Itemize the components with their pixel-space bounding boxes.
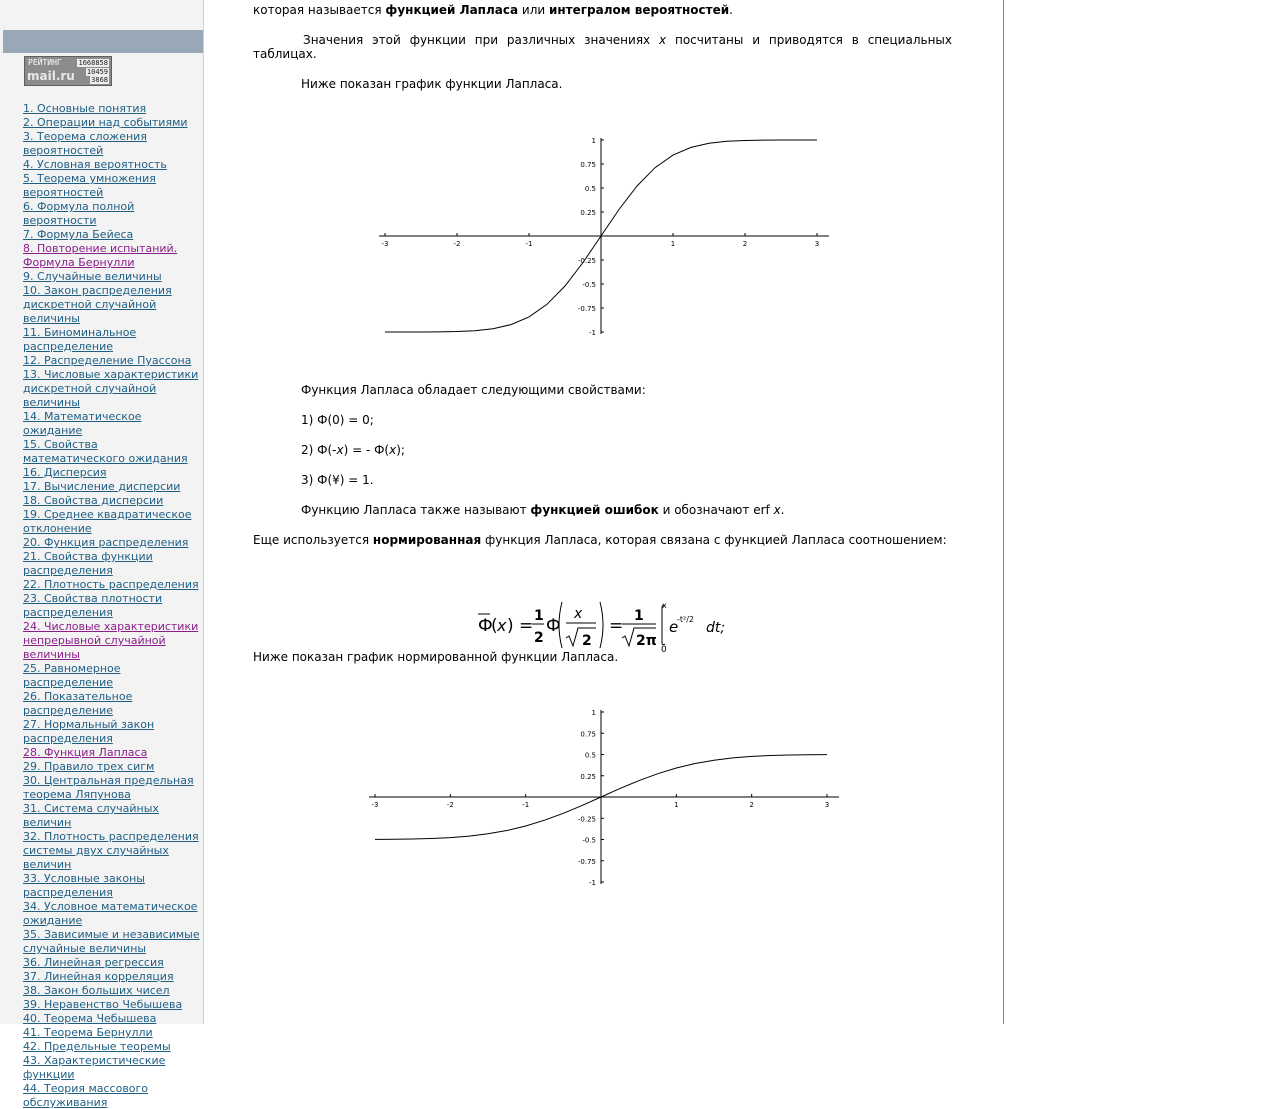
x-tick-label: 1	[670, 240, 676, 248]
properties-title: Функция Лапласа обладает следующими свойствами:	[301, 383, 646, 397]
nav-item	[23, 465, 203, 479]
nav-link[interactable]: 3. Теорема сложения вероятностей	[23, 130, 147, 157]
nav-link[interactable]: 22. Плотность распределения	[23, 578, 199, 591]
x-tick-label: 2	[749, 801, 754, 809]
nav-link[interactable]: 33. Условные законы распределения	[23, 872, 145, 899]
nav-link[interactable]: 11. Биноминальное распределение	[23, 326, 137, 353]
graph1-caption: Ниже показан график функции Лапласа.	[301, 77, 563, 91]
nav-link[interactable]: 16. Дисперсия	[23, 466, 107, 479]
counter-value-1: 1668858	[78, 59, 108, 67]
nav-item	[23, 759, 203, 773]
nav-item	[23, 437, 203, 465]
nav-link[interactable]: 4. Условная вероятность	[23, 158, 167, 171]
nav-link[interactable]: 9. Случайные величины	[23, 270, 162, 283]
nav-item	[23, 661, 203, 689]
nav-link[interactable]: 37. Линейная корреляция	[23, 970, 174, 983]
nav-link[interactable]: 19. Среднее квадратическое отклонение	[23, 508, 192, 535]
nav-link[interactable]: 29. Правило трех сигм	[23, 760, 155, 773]
nav-item	[23, 1039, 203, 1053]
property-3: 3) Ф(¥) = 1.	[301, 473, 374, 487]
nav-item	[23, 591, 203, 619]
svg-text:2π: 2π	[636, 633, 657, 649]
nav-link[interactable]: 21. Свойства функции распределения	[23, 550, 153, 577]
normalized-laplace-chart	[360, 705, 846, 890]
nav-link[interactable]: 38. Закон больших чисел	[23, 984, 170, 997]
nav-item	[23, 899, 203, 927]
laplace-function-chart	[370, 130, 836, 340]
nav-link[interactable]: 23. Свойства плотности распределения	[23, 592, 163, 619]
nav-link[interactable]: 27. Нормальный закон распределения	[23, 718, 155, 745]
property-2: 2) Ф(-x) = - Ф(x);	[301, 443, 405, 457]
y-tick-label: 1	[591, 709, 596, 717]
svg-text:1: 1	[634, 608, 644, 624]
term-laplace-function: функцией Лапласа	[385, 3, 519, 17]
nav-item	[23, 997, 203, 1011]
nav-item	[23, 269, 203, 283]
counter-label: РЕЙТИНГ	[28, 58, 62, 67]
nav-item	[23, 549, 203, 577]
erf-paragraph: Функцию Лапласа также называют функцией ошибок и обозначают erf x.	[301, 503, 785, 517]
nav-link[interactable]: 28. Функция Лапласа	[23, 746, 148, 759]
y-tick-label: -0.75	[577, 305, 596, 313]
svg-text:1: 1	[534, 608, 544, 624]
nav-item	[23, 871, 203, 899]
nav-item	[23, 1011, 203, 1025]
nav-item	[23, 283, 203, 325]
nav-link[interactable]: 13. Числовые характеристики дискретной случайной величины	[23, 368, 199, 409]
svg-text:) =: ) =	[507, 616, 534, 636]
rating-counter[interactable]	[24, 56, 112, 86]
property-1: 1) Ф(0) = 0;	[301, 413, 374, 427]
nav-link[interactable]: 43. Характеристические функции	[23, 1054, 166, 1081]
chapter-nav	[23, 101, 203, 1109]
x-tick-label: -3	[381, 240, 389, 248]
y-tick-label: -0.5	[582, 836, 596, 845]
counter-value-2: 10459	[86, 68, 108, 76]
svg-text:2: 2	[534, 630, 544, 646]
svg-text:e: e	[669, 618, 679, 636]
nav-link[interactable]: 25. Равномерное распределение	[23, 662, 121, 689]
nav-link[interactable]: 1. Основные понятия	[23, 102, 147, 115]
nav-link[interactable]: 12. Распределение Пуассона	[23, 354, 192, 367]
nav-item	[23, 745, 203, 759]
nav-item	[23, 1081, 203, 1109]
y-tick-label: 1	[591, 137, 596, 145]
nav-link[interactable]: 5. Теорема умножения вероятностей	[23, 172, 156, 199]
nav-item	[23, 227, 203, 241]
nav-item	[23, 969, 203, 983]
nav-link[interactable]: 30. Центральная предельная теорема Ляпунова	[23, 774, 194, 801]
svg-text:=: =	[609, 616, 624, 636]
x-tick-label: 3	[814, 240, 820, 248]
nav-link[interactable]: 20. Функция распределения	[23, 536, 189, 549]
nav-link[interactable]: 41. Теорема Бернулли	[23, 1026, 153, 1039]
nav-item	[23, 801, 203, 829]
y-tick-label: 0.75	[580, 730, 596, 739]
nav-item	[23, 955, 203, 969]
y-tick-label: -1	[589, 329, 596, 337]
nav-link[interactable]: 10. Закон распределения дискретной случайной величины	[23, 284, 172, 325]
nav-item	[23, 1053, 203, 1081]
formula-phi-bar: Ф	[478, 616, 493, 636]
x-tick-label: 1	[674, 801, 679, 809]
nav-item	[23, 171, 203, 199]
nav-link[interactable]: 44. Теория массового обслуживания	[23, 1082, 149, 1109]
y-tick-label: 0.5	[584, 751, 596, 760]
nav-item	[23, 241, 203, 269]
nav-item	[23, 129, 203, 157]
nav-link[interactable]: 6. Формула полной вероятности	[23, 200, 135, 227]
nav-item	[23, 829, 203, 871]
term-error-function: функцией ошибок	[530, 503, 659, 517]
svg-text:0: 0	[661, 645, 667, 654]
nav-item	[23, 325, 203, 353]
nav-link[interactable]: 39. Неравенство Чебышева	[23, 998, 183, 1011]
counter-value-3: 3868	[91, 76, 108, 84]
y-tick-label: -1	[589, 879, 596, 887]
x-tick-label: -1	[522, 801, 530, 809]
nav-link[interactable]: 17. Вычисление дисперсии	[23, 480, 181, 493]
svg-text:dt;: dt;	[706, 620, 726, 636]
nav-link[interactable]: 35. Зависимые и независимые случайные величины	[23, 928, 200, 955]
term-normalized: нормированная	[372, 533, 482, 547]
svg-text:(: (	[491, 616, 498, 636]
x-tick-label: 3	[824, 801, 830, 809]
graph2-caption: Ниже показан график нормированной функции Лапласа.	[253, 650, 619, 664]
svg-text:x: x	[662, 601, 667, 610]
nav-item	[23, 927, 203, 955]
sidebar	[0, 0, 204, 1109]
nav-link[interactable]: 36. Линейная регрессия	[23, 956, 164, 969]
normalized-paragraph: Еще используется нормированная функция Лапласа, которая связана с функцией Лапласа соотношением:	[253, 533, 947, 547]
svg-text:x: x	[574, 606, 583, 622]
y-tick-label: 0.75	[580, 161, 596, 169]
y-tick-label: -0.75	[577, 857, 596, 866]
content-border	[1003, 0, 1004, 1024]
nav-link[interactable]: 40. Теорема Чебышева	[23, 1012, 157, 1025]
nav-link[interactable]: 2. Операции над событиями	[23, 116, 188, 129]
nav-item	[23, 507, 203, 535]
nav-item	[23, 115, 203, 129]
nav-link[interactable]: 18. Свойства дисперсии	[23, 494, 164, 507]
nav-link[interactable]: 14. Математическое ожидание	[23, 410, 142, 437]
nav-item	[23, 199, 203, 227]
nav-link[interactable]: 42. Предельные теоремы	[23, 1040, 171, 1053]
nav-item	[23, 409, 203, 437]
svg-text:Ф: Ф	[546, 616, 561, 636]
x-tick-label: 2	[742, 240, 748, 248]
nav-item	[23, 689, 203, 717]
nav-link[interactable]: 7. Формула Бейеса	[23, 228, 134, 241]
nav-link[interactable]: 24. Числовые характеристики непрерывной случайной величины	[23, 620, 199, 661]
nav-link[interactable]: 8. Повторение испытаний. Формула Бернулли	[23, 242, 178, 269]
nav-item	[23, 717, 203, 745]
y-tick-label: -0.5	[582, 281, 596, 289]
nav-item	[23, 619, 203, 661]
nav-item	[23, 157, 203, 171]
nav-item	[23, 353, 203, 367]
x-tick-label: -3	[371, 801, 379, 809]
term-probability-integral: интегралом вероятностей	[548, 3, 730, 17]
nav-item	[23, 367, 203, 409]
y-tick-label: -0.25	[577, 815, 596, 824]
nav-item	[23, 1025, 203, 1039]
svg-text:2: 2	[582, 633, 592, 649]
counter-logo: mail.ru	[27, 69, 75, 83]
x-tick-label: -2	[446, 801, 454, 809]
sidebar-header-bar	[3, 30, 203, 53]
nav-link[interactable]: 15. Свойства математического ожидания	[23, 438, 188, 465]
nav-item	[23, 101, 203, 115]
nav-link[interactable]: 26. Показательное распределение	[23, 690, 133, 717]
y-tick-label: 0.5	[584, 185, 596, 193]
nav-item	[23, 773, 203, 801]
svg-text:-t²/2: -t²/2	[677, 615, 695, 624]
normalized-laplace-formula	[476, 600, 732, 657]
y-tick-label: -0.25	[577, 257, 596, 265]
nav-link[interactable]: 32. Плотность распределения системы двух случайных величин	[23, 830, 199, 871]
x-tick-label: -1	[525, 240, 533, 248]
nav-item	[23, 535, 203, 549]
svg-text:x: x	[497, 616, 507, 635]
x-tick-label: -2	[453, 240, 461, 248]
nav-link[interactable]: 31. Система случайных величин	[23, 802, 159, 829]
nav-link[interactable]: 34. Условное математическое ожидание	[23, 900, 198, 927]
y-tick-label: 0.25	[580, 772, 596, 781]
y-tick-label: 0.25	[580, 209, 596, 217]
intro-paragraph: которая называется функцией Лапласа или интегралом вероятностей.	[253, 3, 733, 17]
values-paragraph: Значения этой функции при различных значениях x посчитаны и приводятся в специальных таблицах.	[253, 33, 952, 61]
nav-item	[23, 983, 203, 997]
nav-item	[23, 479, 203, 493]
nav-item	[23, 577, 203, 591]
nav-item	[23, 493, 203, 507]
